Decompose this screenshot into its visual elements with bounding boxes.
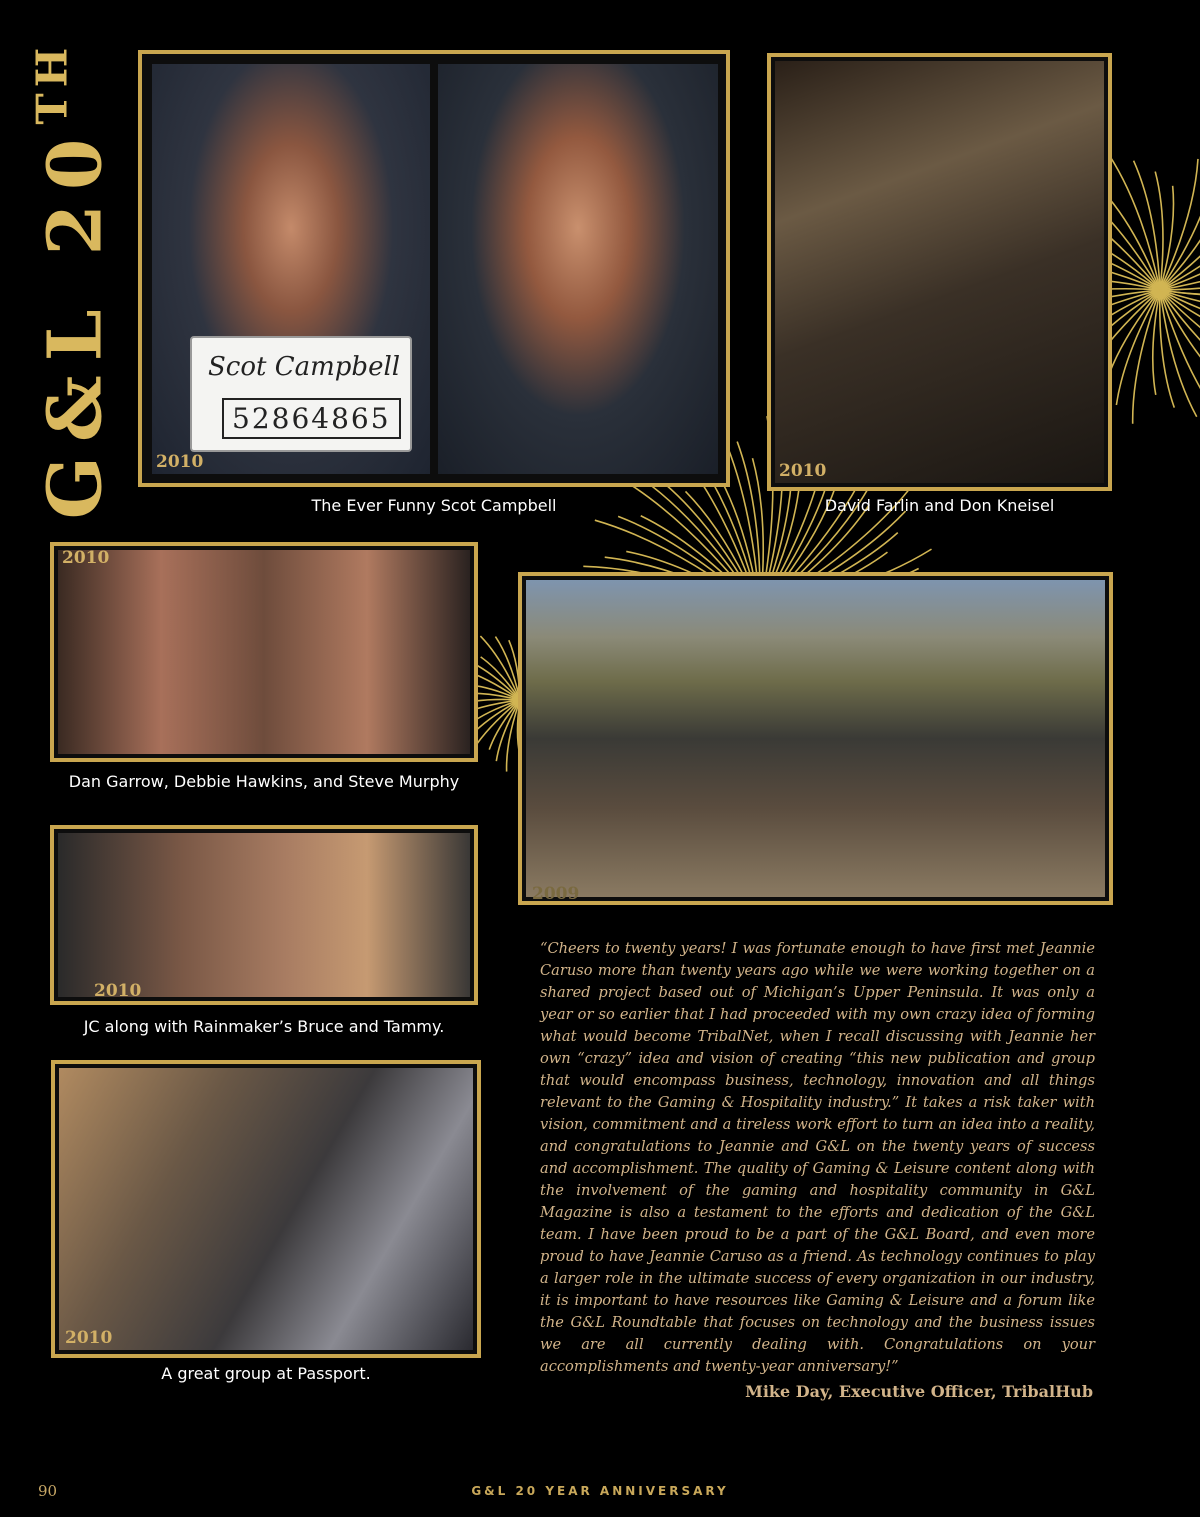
title-superscript: TH [27, 41, 77, 125]
photo-image [775, 61, 1104, 483]
photo-year: 2010 [779, 461, 827, 481]
photo-year: 2010 [94, 981, 142, 1001]
photo-david-farlin [767, 53, 1112, 491]
photo-jc [50, 825, 478, 1005]
portrait-right [438, 64, 718, 474]
page-number: 90 [38, 1482, 58, 1500]
vertical-title [18, 40, 128, 520]
photo-year: 2010 [62, 548, 110, 568]
name-card-number: 52864865 [222, 398, 401, 439]
photo-image [58, 833, 470, 997]
photo-passport [51, 1060, 481, 1358]
title-main: G&L 20 [32, 124, 119, 519]
testimonial-quote: “Cheers to twenty years! I was fortunate enough to have first met Jeannie Caruso more than twenty years ago while we were working together on a shared project based out of Michigan’s Upper Peninsula. It was only a year or so earlier that I had proceeded with my own crazy idea of forming what would become TribalNet, when I recall discussing with Jeannie her own “crazy” idea and vision of creating “this new publication and group that would encompass business, technology, innovation and all things relevant to the Gaming & Hospitality industry.” It takes a risk taker with vision, commitment and a tireless work effort to turn an idea into a reality, and congratulations to Jeannie and G&L on the twenty years of success and accomplishment. The quality of Gaming & Leisure content along with the involvement of the gaming and hospitality community in G&L Magazine is also a testament to the efforts and dedication of the G&L team. I have been proud to be a part of the G&L Board, and even more proud to have Jeannie Caruso as a friend. As technology continues to play a larger role in the ultimate success of every organization in our industry, it is important to have resources like Gaming & Leisure and a forum like the G&L Roundtable that focuses on technology and the business issues we are all currently dealing with. Congratulations on your accomplishments and twenty-year anniversary!” [540, 940, 1095, 1375]
photo-image [58, 550, 470, 754]
caption-jc: JC along with Rainmaker’s Bruce and Tammy. [83, 1017, 445, 1036]
photo-dan-garrow [50, 542, 478, 762]
photo-scot-campbell [138, 50, 730, 487]
photo-year: 2010 [156, 452, 204, 472]
page-footer: G&L 20 YEAR ANNIVERSARY [471, 1484, 729, 1498]
photo-group [518, 572, 1113, 905]
caption-dan-garrow: Dan Garrow, Debbie Hawkins, and Steve Murphy [68, 772, 460, 791]
caption-scot-campbell: The Ever Funny Scot Campbell [311, 496, 557, 515]
photo-year: 2010 [65, 1328, 113, 1348]
photo-year: 2009 [532, 884, 580, 904]
name-card [190, 336, 412, 452]
photo-image [526, 580, 1105, 897]
caption-passport: A great group at Passport. [161, 1364, 371, 1383]
name-card-name: Scot Campbell [208, 352, 401, 382]
quote-attribution: Mike Day, Executive Officer, TribalHub [745, 1382, 1093, 1401]
photo-image [59, 1068, 473, 1350]
caption-david-farlin: David Farlin and Don Kneisel [824, 496, 1055, 515]
